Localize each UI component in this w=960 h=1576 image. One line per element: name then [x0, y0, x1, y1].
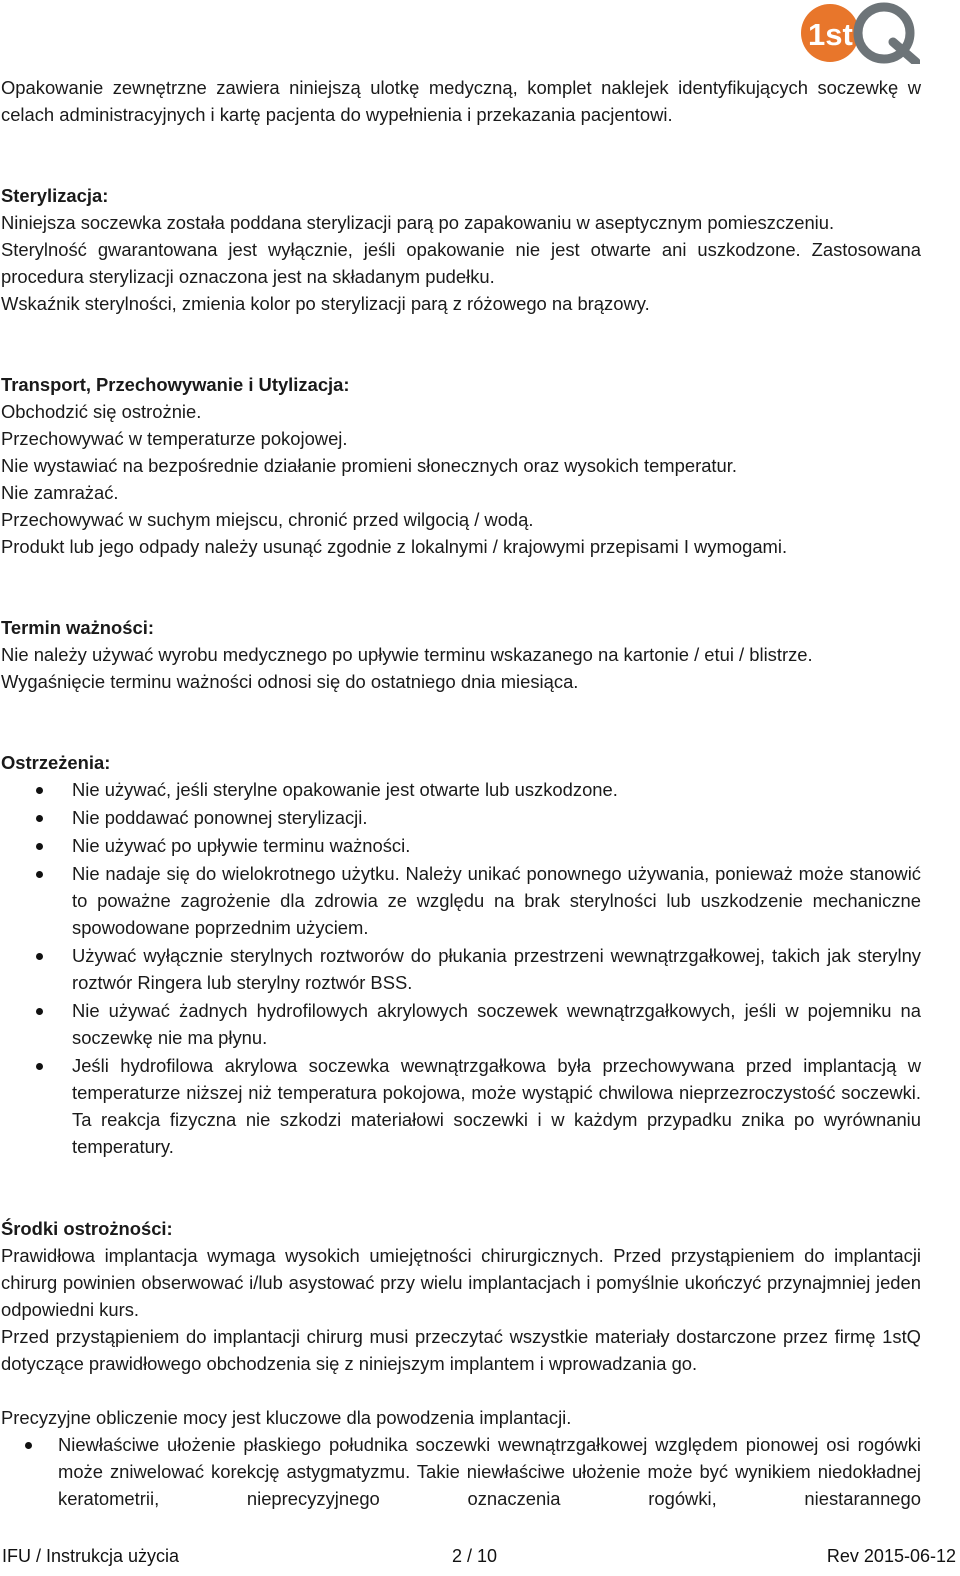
precautions-paragraph: Przed przystąpieniem do implantacji chirurg musi przeczytać wszystkie materiały dostarczone przez firmę 1stQ dotyczące prawidłowego obchodzenia się z niniejszym implantem i wprowadzania go.: [1, 1326, 921, 1374]
bullet-icon: [36, 1008, 43, 1015]
precautions-heading: Środki ostrożności:: [1, 1218, 173, 1239]
sterilization-line: Wskaźnik sterylności, zmienia kolor po sterylizacji parą z różowego na brązowy.: [1, 293, 650, 314]
warning-text: Nie używać, jeśli sterylne opakowanie jest otwarte lub uszkodzone.: [72, 779, 618, 800]
precautions-paragraph: Precyzyjne obliczenie mocy jest kluczowe dla powodzenia implantacji.: [1, 1407, 572, 1428]
transport-heading: Transport, Przechowywanie i Utylizacja:: [1, 374, 350, 395]
transport-line: Obchodzić się ostrożnie.: [1, 401, 202, 422]
list-item: [1, 804, 921, 831]
sterilization-line: Sterylność gwarantowana jest wyłącznie, jeśli opakowanie nie jest otwarte ani uszkodzone. Zastosowana procedura sterylizacji oznaczona jest na składanym pudełku.: [1, 239, 921, 287]
list-item: [1, 776, 921, 803]
precautions-list: [1, 1431, 921, 1512]
transport-line: Nie zamrażać.: [1, 482, 119, 503]
bullet-icon: [25, 1442, 32, 1449]
precautions-paragraph: Prawidłowa implantacja wymaga wysokich umiejętności chirurgicznych. Przed przystąpieniem do implantacji chirurg powinien obserwować i/lub asystować przy wielu implantacjach i pomyślnie ukończyć przynajmniej jeden odpowiedni kurs.: [1, 1245, 921, 1320]
list-item: [1, 997, 921, 1051]
bullet-icon: [36, 953, 43, 960]
company-logo: [800, 2, 920, 64]
warning-text: Nie nadaje się do wielokrotnego użytku. Należy unikać ponownego używania, ponieważ może stanowić to poważne zagrożenie dla zdrowia ze względu na brak sterylności lub uszkodzenie mechaniczne spowodowane poprzednim użyciem.: [72, 863, 921, 938]
intro-paragraph: Opakowanie zewnętrzne zawiera niniejszą ulotkę medyczną, komplet naklejek identyfikujących soczewkę w celach administracyjnych i kartę pacjenta do wypełnienia i przekazania pacjentowi.: [1, 77, 921, 125]
expiry-line: Nie należy używać wyrobu medycznego po upływie terminu wskazanego na kartonie / etui / blistrze.: [1, 644, 813, 665]
sterilization-line: Niniejsza soczewka została poddana sterylizacji parą po zapakowaniu w aseptycznym pomieszczeniu.: [1, 212, 835, 233]
transport-line: Przechowywać w temperaturze pokojowej.: [1, 428, 348, 449]
transport-line: Nie wystawiać na bezpośrednie działanie promieni słonecznych oraz wysokich temperatur.: [1, 455, 737, 476]
warnings-list: [1, 776, 921, 1160]
precaution-text: Niewłaściwe ułożenie płaskiego południka soczewki wewnątrzgałkowej względem pionowej osi rogówki może zniwelować korekcję astygmatyzmu. Takie niewłaściwe ułożenie może być wynikiem niedokładnej keratometrii, nieprecyzyjnego oznaczenia rogówki, niestarannego: [58, 1434, 921, 1509]
bullet-icon: [36, 815, 43, 822]
bullet-icon: [36, 1063, 43, 1070]
document-body: [1, 74, 921, 1512]
list-item: [1, 1052, 921, 1160]
transport-line: Przechowywać w suchym miejscu, chronić przed wilgocią / wodą.: [1, 509, 534, 530]
list-item: [1, 1431, 921, 1512]
footer-document-title: IFU / Instrukcja użycia: [2, 1546, 180, 1566]
warning-text: Używać wyłącznie sterylnych roztworów do płukania przestrzeni wewnątrzgałkowej, takich jak sterylny roztwór Ringera lub sterylny roztwór BSS.: [72, 945, 921, 993]
page-footer: [0, 1544, 956, 1570]
warnings-heading: Ostrzeżenia:: [1, 752, 111, 773]
list-item: [1, 832, 921, 859]
footer-revision: Rev 2015-06-12: [826, 1546, 956, 1566]
expiry-line: Wygaśnięcie terminu ważności odnosi się do ostatniego dnia miesiąca.: [1, 671, 579, 692]
sterilization-heading: Sterylizacja:: [1, 185, 109, 206]
bullet-icon: [36, 843, 43, 850]
expiry-heading: Termin ważności:: [1, 617, 154, 638]
list-item: [1, 860, 921, 941]
warning-text: Nie poddawać ponownej sterylizacji.: [72, 807, 368, 828]
warning-text: Jeśli hydrofilowa akrylowa soczewka wewnątrzgałkowa była przechowywana przed implantacją w temperaturze niższej niż temperatura pokojowa, może wystąpić chwilowa nieprzezroczystość soczewki. Ta reakcja fizyczna nie szkodzi materiałowi soczewki i w każdym przypadku znika po wyrównaniu temperatury.: [72, 1055, 921, 1157]
transport-line: Produkt lub jego odpady należy usunąć zgodnie z lokalnymi / krajowymi przepisami I wymogami.: [1, 536, 788, 557]
logo-text-1st: 1st: [808, 17, 853, 52]
warning-text: Nie używać żadnych hydrofilowych akrylowych soczewek wewnątrzgałkowych, jeśli w pojemniku na soczewkę nie ma płynu.: [72, 1000, 921, 1048]
warning-text: Nie używać po upływie terminu ważności.: [72, 835, 411, 856]
footer-page-number: 2 / 10: [452, 1546, 498, 1566]
bullet-icon: [36, 787, 43, 794]
bullet-icon: [36, 871, 43, 878]
list-item: [1, 942, 921, 996]
